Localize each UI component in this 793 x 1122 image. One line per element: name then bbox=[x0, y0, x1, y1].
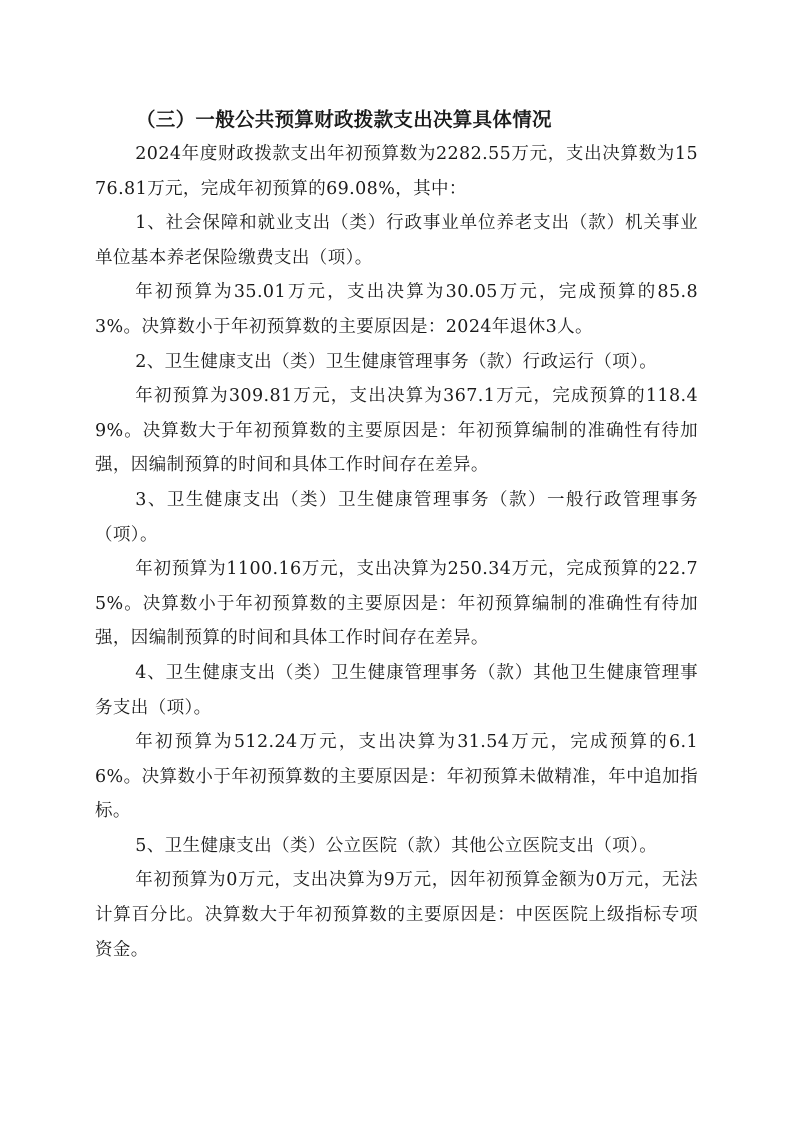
document-body bbox=[95, 103, 698, 967]
item-1-detail: 年初预算为35.01万元，支出决算为30.05万元，完成预算的85.83%。决算数小于年初预算数的主要原因是：2024年退休3人。 bbox=[95, 282, 698, 337]
item-4-detail: 年初预算为512.24万元，支出决算为31.54万元，完成预算的6.16%。决算数小于年初预算数的主要原因是：年初预算未做精准，年中追加指标。 bbox=[95, 732, 698, 822]
item-2-title: 2、卫生健康支出（类）卫生健康管理事务（款）行政运行（项）。 bbox=[135, 351, 658, 372]
item-4-title: 4、卫生健康支出（类）卫生健康管理事务（款）其他卫生健康管理事务支出（项）。 bbox=[95, 662, 698, 718]
item-3-title: 3、卫生健康支出（类）卫生健康管理事务（款）一般行政管理事务（项）。 bbox=[95, 489, 698, 545]
item-1-title: 1、社会保障和就业支出（类）行政事业单位养老支出（款）机关事业单位基本养老保险缴费支出（项）。 bbox=[95, 213, 698, 268]
paragraph-summary: 2024年度财政拨款支出年初预算数为2282.55万元，支出决算数为1576.81万元，完成年初预算的69.08%，其中： bbox=[95, 144, 698, 199]
item-5-title: 5、卫生健康支出（类）公立医院（款）其他公立医院支出（项）。 bbox=[135, 835, 658, 856]
item-3-detail: 年初预算为1100.16万元，支出决算为250.34万元，完成预算的22.75%。决算数小于年初预算数的主要原因是：年初预算编制的准确性有待加强，因编制预算的时间和具体工作时间存在差异。 bbox=[95, 559, 698, 649]
item-2-detail: 年初预算为309.81万元，支出决算为367.1万元，完成预算的118.49%。决算数大于年初预算数的主要原因是：年初预算编制的准确性有待加强，因编制预算的时间和具体工作时间存在差异。 bbox=[95, 386, 698, 476]
section-heading: （三）一般公共预算财政拨款支出决算具体情况 bbox=[136, 108, 552, 131]
item-5-detail: 年初预算为0万元，支出决算为9万元，因年初预算金额为0万元，无法计算百分比。决算数大于年初预算数的主要原因是：中医医院上级指标专项资金。 bbox=[95, 870, 698, 960]
